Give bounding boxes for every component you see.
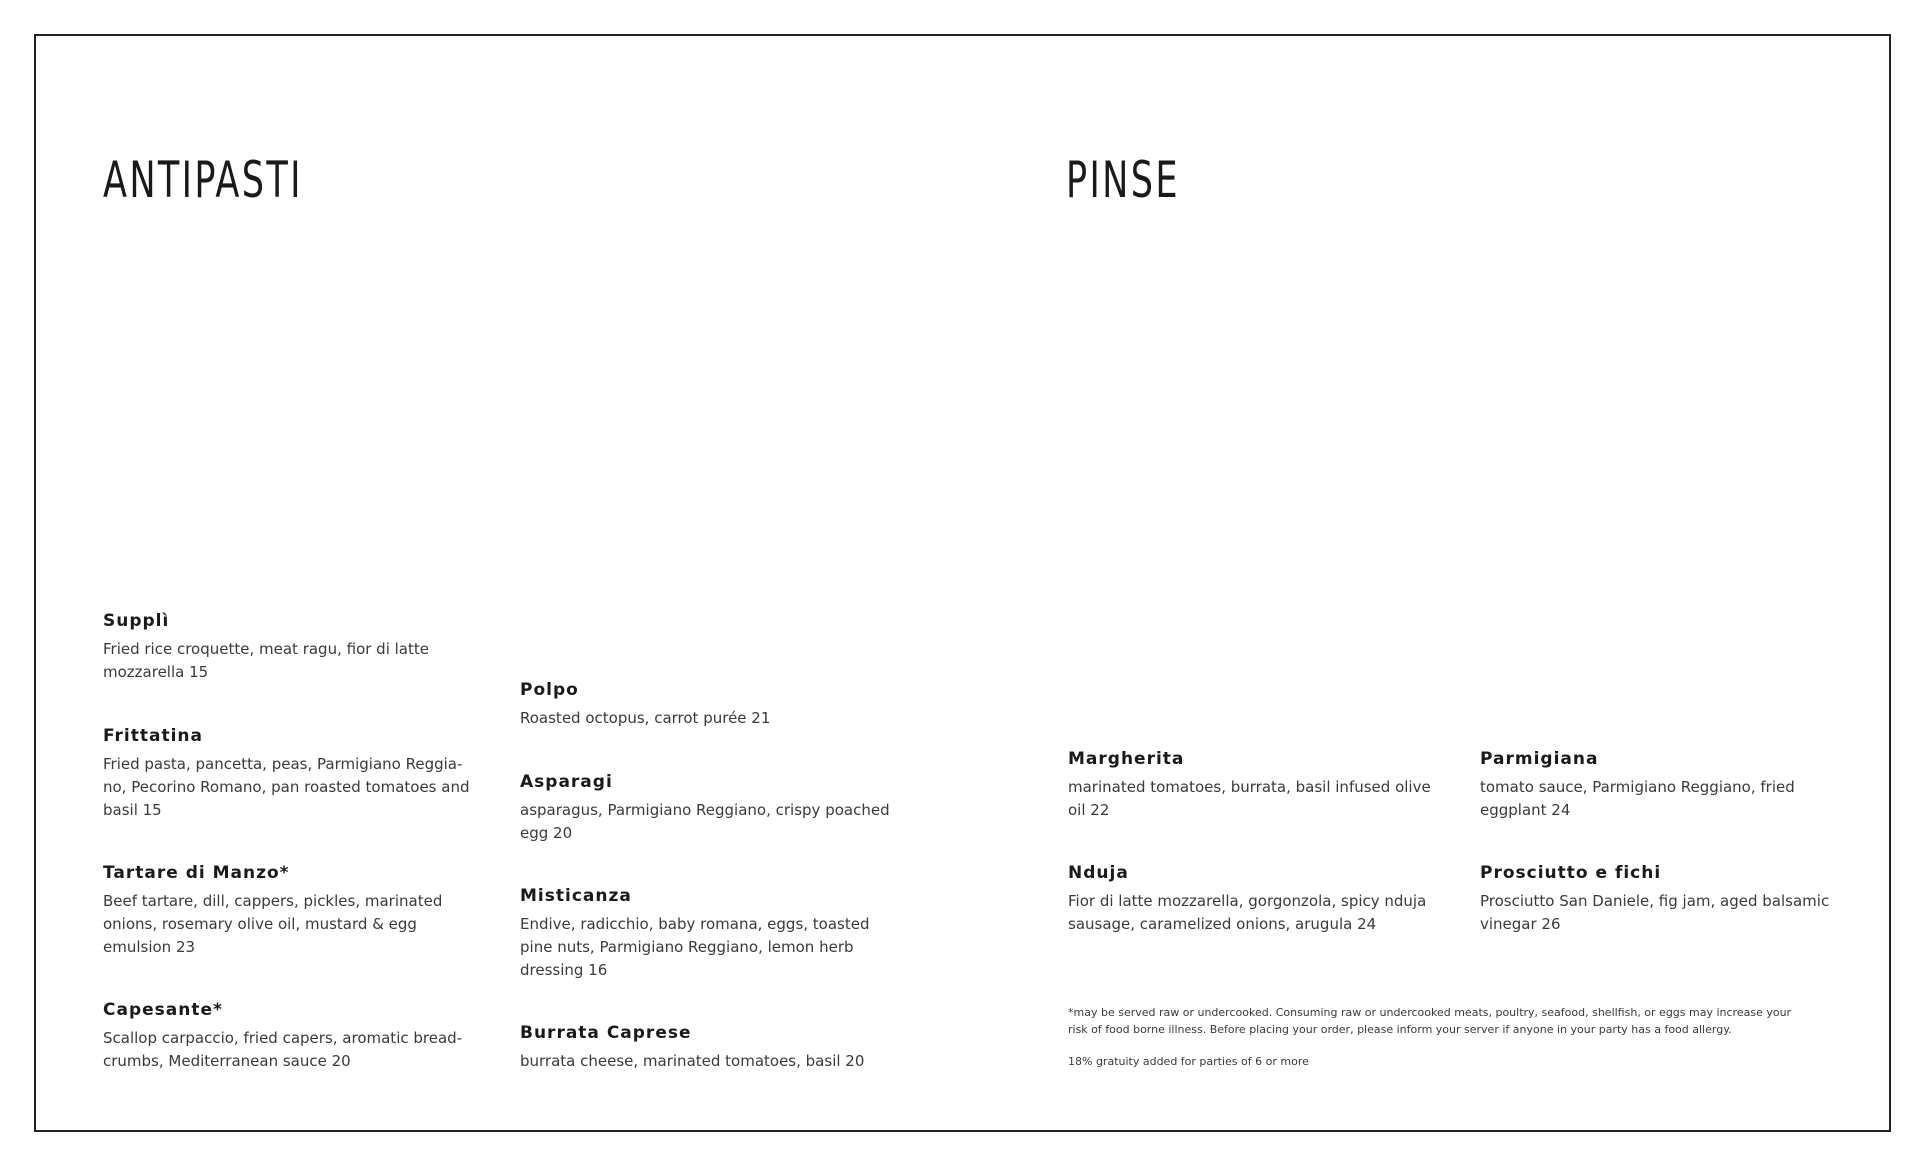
item-description: Prosciutto San Daniele, fig jam, aged balsamic vinegar 26	[1480, 892, 1830, 933]
item-name: Prosciutto e fichi	[1480, 863, 1662, 883]
menu-item-parmigiana	[1480, 748, 1860, 822]
item-description: Fried pasta, pancetta, peas, Parmigiano Reggia-no, Pecorino Romano, pan roasted tomatoes and basil 15	[103, 755, 470, 819]
item-name: Burrata Caprese	[520, 1023, 692, 1043]
pinse-title: PINSE	[1066, 151, 1180, 209]
menu-item-margherita	[1068, 748, 1448, 822]
menu-item-frittatina	[103, 725, 483, 822]
item-name: Asparagi	[520, 772, 613, 792]
menu-item-polpo	[520, 679, 900, 730]
item-description: Fior di latte mozzarella, gorgonzola, spicy nduja sausage, caramelized onions, arugula 24	[1068, 892, 1427, 933]
item-name: Supplì	[103, 611, 170, 631]
item-description: asparagus, Parmigiano Reggiano, crispy poached egg 20	[520, 801, 890, 842]
menu-frame	[34, 34, 1891, 1132]
item-description: Beef tartare, dill, cappers, pickles, marinated onions, rosemary olive oil, mustard & egg emulsion 23	[103, 892, 443, 956]
item-name: Frittatina	[103, 726, 203, 746]
item-description: tomato sauce, Parmigiano Reggiano, fried eggplant 24	[1480, 778, 1795, 819]
menu-item-misticanza	[520, 885, 900, 982]
menu-item-prosciutto-e-fichi	[1480, 862, 1860, 936]
item-name: Capesante*	[103, 1000, 223, 1020]
menu-item-burrata-caprese	[520, 1022, 900, 1073]
menu-item-capesante	[103, 999, 483, 1073]
menu-item-tartare-di-manzo	[103, 862, 483, 959]
menu-item-asparagi	[520, 771, 900, 845]
allergy-disclaimer: *may be served raw or undercooked. Consuming raw or undercooked meats, poultry, seafood, shellfish, or eggs may increase your risk of food borne illness. Before placing your order, please inform your server if anyone in your party has a food allergy.	[1068, 1006, 1792, 1036]
item-name: Parmigiana	[1480, 749, 1599, 769]
menu-item-suppli	[103, 610, 483, 684]
item-name: Tartare di Manzo*	[103, 863, 290, 883]
antipasti-title: ANTIPASTI	[103, 151, 303, 209]
item-name: Misticanza	[520, 886, 632, 906]
item-description: Endive, radicchio, baby romana, eggs, toasted pine nuts, Parmigiano Reggiano, lemon herb dressing 16	[520, 915, 870, 979]
item-description: Scallop carpaccio, fried capers, aromatic bread-crumbs, Mediterranean sauce 20	[103, 1029, 463, 1070]
gratuity-note: 18% gratuity added for parties of 6 or more	[1068, 1055, 1309, 1068]
menu-item-nduja	[1068, 862, 1448, 936]
item-description: Fried rice croquette, meat ragu, fior di latte mozzarella 15	[103, 640, 429, 681]
item-description: Roasted octopus, carrot purée 21	[520, 709, 771, 727]
item-name: Nduja	[1068, 863, 1129, 883]
item-description: marinated tomatoes, burrata, basil infused olive oil 22	[1068, 778, 1431, 819]
item-name: Margherita	[1068, 749, 1185, 769]
item-name: Polpo	[520, 680, 579, 700]
item-description: burrata cheese, marinated tomatoes, basil 20	[520, 1052, 865, 1070]
